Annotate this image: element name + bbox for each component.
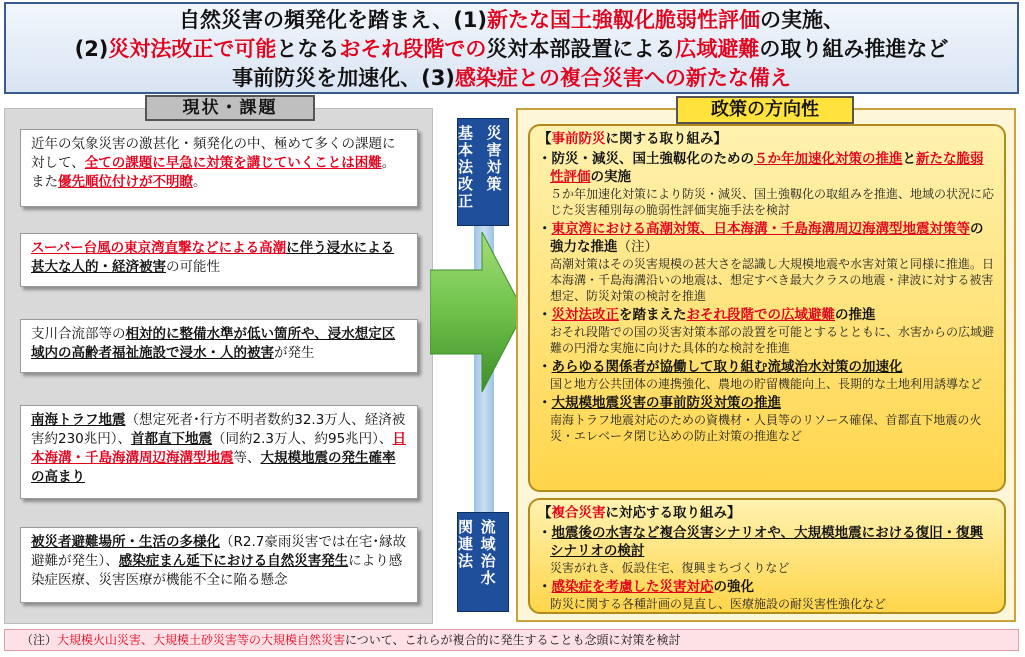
river-basin-act-label [457, 512, 509, 612]
disaster-basic-act-label [457, 118, 509, 226]
right-arrow-icon [430, 232, 526, 392]
current-issues-panel [4, 98, 433, 624]
pre-disaster-box [528, 124, 1006, 492]
issue-card-5: 被災者避難場所・生活の多様化（R2.7豪雨災害では在宅･縁故避難が発生）、感染症まん延下における自然災害発生により感染症医療、災害医療が機能不全に陥る懸念 [20, 527, 418, 603]
compound-disaster-heading: 【複合災害に対応する取り組み】 [538, 505, 741, 521]
river-basin-act-col-1: 関連法 [458, 518, 474, 570]
issue-card-4: 南海トラフ地震（想定死者･行方不明者数約32.3万人、経済被害約230兆円）、首都直下地震（同約2.3万人、約95兆円）、日本海溝・千島海溝周辺海溝型地震等、大規模地震の発生確率の高まり [20, 405, 418, 499]
policy-item: ・地震後の水害など複合災害シナリオや、大規模地震における復旧・復興シナリオの検討 災害がれき、仮設住宅、復興まちづくりなど [538, 525, 984, 575]
policy-item: ・あらゆる関係者が協働して取り組む流域治水対策の加速化 国と地方公共団体の連携強化、農地の貯留機能向上、長期的な土地利用誘導など [538, 359, 983, 391]
policy-item: ・災対法改正を踏まえたおそれ段階での広域避難の推進 おそれ段階での国の災害対策本部の設置を可能とするとともに、水害からの広域避難の円滑な実施に向けた具体的な検討を推進 [538, 307, 995, 355]
river-basin-act-col-2: 流域治水 [480, 518, 496, 587]
policy-item: ・東京湾における高潮対策、日本海溝・千島海溝周辺海溝型地震対策等の強力な推進（注） 高潮対策はその災害規模の甚大さを認識し大規模地震や水害対策と同様に推進。日本海溝・千島海溝沿いの地震は、想定すべき最大クラスの地震・津波に対する被害想定、防災対策の検討を推進 [538, 221, 995, 303]
policy-item: ・感染症を考慮した災害対応の強化 防災に関する各種計画の見直し、医療施設の耐災害性強化など [538, 579, 887, 611]
compound-disaster-box [528, 498, 1006, 614]
footnote: （注）大規模火山災害、大規模土砂災害等の大規模自然災害について、これらが複合的に発生することも念頭に対策を検討 [4, 629, 1019, 651]
policy-item: ・防災・減災、国土強靱化のための５か年加速化対策の推進と新たな脆弱性評価の実施 ５か年加速化対策により防災・減災、国土強靱化の取組みを推進、地域の状況に応じた災害種別毎の脆弱性評価実施手法を検討 [538, 151, 995, 217]
title-line-3: 事前防災を加速化、(3)感染症との複合災害への新たな備え [232, 66, 791, 90]
policy-item: ・大規模地震災害の事前防災対策の推進 南海トラフ地震対応のための資機材・人員等のリソース確保、首都直下地震の火災・エレベータ閉じ込めの防止対策の推進など [538, 395, 982, 443]
title-line-2: (2)災対法改正で可能となるおそれ段階での災対本部設置による広域避難の取り組み推進など [74, 37, 949, 61]
title-line-1: 自然災害の頻発化を踏まえ、(1)新たな国土強靱化脆弱性評価の実施、 [178, 8, 845, 32]
disaster-basic-act-col-1: 基本法改正 [458, 124, 474, 210]
page-title-banner [4, 2, 1019, 94]
pre-disaster-heading: 【事前防災に関する取り組み】 [538, 131, 727, 147]
current-issues-title: 現状・課題 [145, 95, 315, 121]
issue-card-3: 支川合流部等の相対的に整備水準が低い箇所や、浸水想定区域内の高齢者福祉施設で浸水・人的被害が発生 [20, 319, 418, 373]
policy-direction-panel [516, 99, 1016, 622]
policy-direction-title: 政策の方向性 [676, 96, 854, 124]
disaster-basic-act-col-2: 災害対策 [486, 124, 502, 193]
issue-card-1: 近年の気象災害の激甚化・頻発化の中、極めて多くの課題に対して、全ての課題に早急に対策を講じていくことは困難。また優先順位付けが不明瞭。 [20, 129, 418, 207]
issue-card-2: スーパー台風の東京湾直撃などによる高潮に伴う浸水による甚大な人的・経済被害の可能性 [20, 233, 418, 287]
